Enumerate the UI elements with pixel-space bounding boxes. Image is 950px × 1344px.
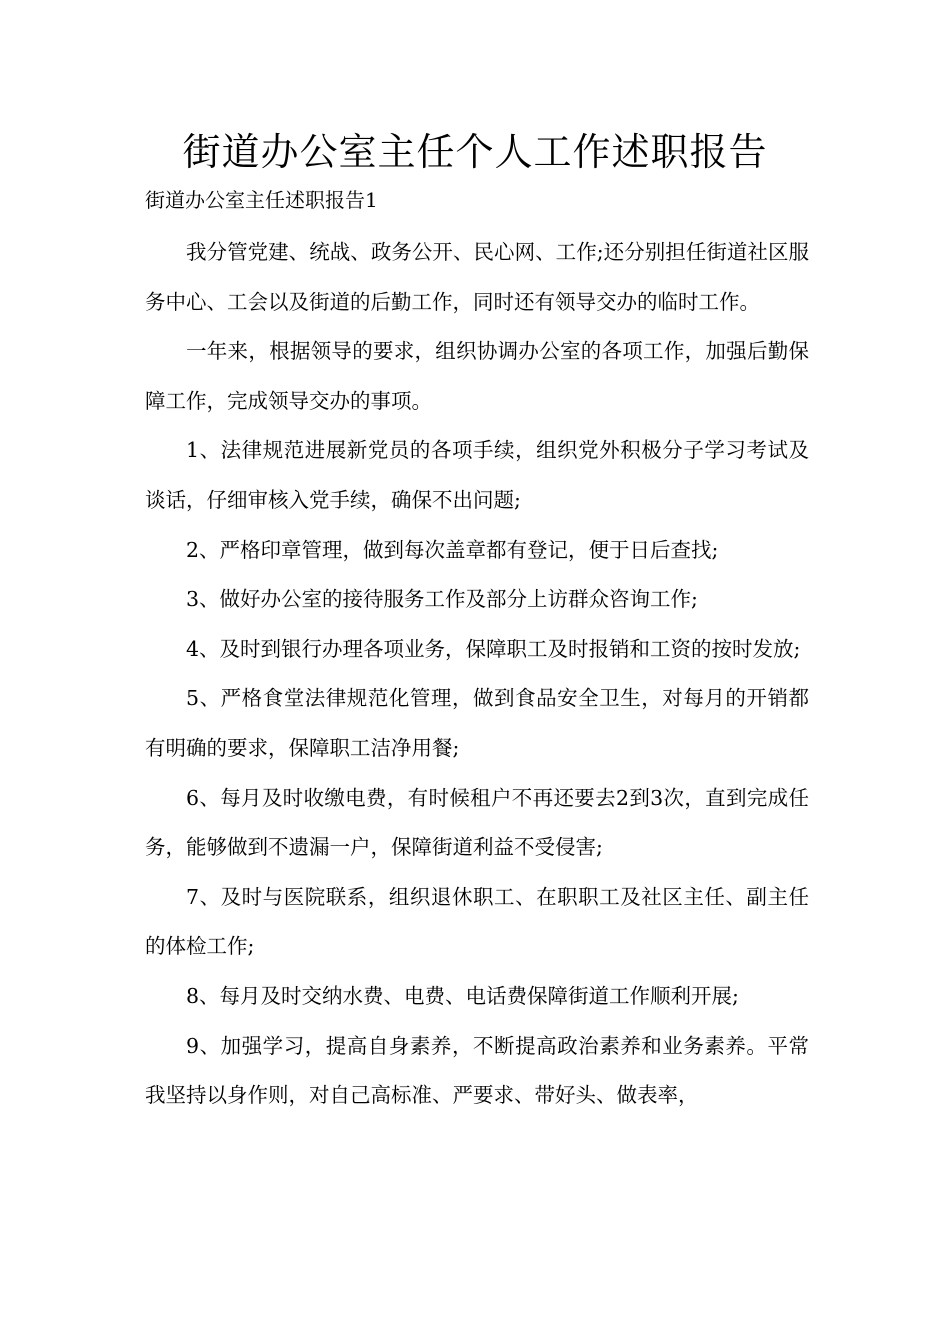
paragraph-item-3: 3、做好办公室的接待服务工作及部分上访群众咨询工作; <box>186 587 698 612</box>
document-subtitle: 街道办公室主任述职报告1 <box>145 188 378 212</box>
paragraph-item-8: 8、每月及时交纳水费、电费、电话费保障街道工作顺利开展; <box>186 983 739 1008</box>
document-body <box>145 228 809 1121</box>
paragraph-item-6: 6、每月及时收缴电费，有时候租户不再还要去2到3次，直到完成任务，能够做到不遗漏一户，保障街道利益不受侵害; <box>145 785 809 860</box>
paragraph-intro: 我分管党建、统战、政务公开、民心网、工作;还分别担任街道社区服务中心、工会以及街道的后勤工作，同时还有领导交办的临时工作。 <box>145 240 809 314</box>
document-title: 街道办公室主任个人工作述职报告 <box>182 130 768 174</box>
paragraph-item-4: 4、及时到银行办理各项业务，保障职工及时报销和工资的按时发放; <box>186 636 801 661</box>
paragraph-item-1: 1、法律规范进展新党员的各项手续，组织党外积极分子学习考试及谈话，仔细审核入党手续，确保不出问题; <box>145 438 809 512</box>
paragraph-item-5: 5、严格食堂法律规范化管理，做到食品安全卫生，对每月的开销都有明确的要求，保障职工洁净用餐; <box>145 686 809 760</box>
paragraph-item-9: 9、加强学习，提高自身素养，不断提高政治素养和业务素养。平常我坚持以身作则，对自己高标准、严要求、带好头、做表率， <box>145 1033 809 1108</box>
paragraph-item-2: 2、严格印章管理，做到每次盖章都有登记，便于日后查找; <box>186 537 719 562</box>
paragraph-summary: 一年来，根据领导的要求，组织协调办公室的各项工作，加强后勤保障工作，完成领导交办的事项。 <box>145 339 809 413</box>
paragraph-item-7: 7、及时与医院联系，组织退休职工、在职职工及社区主任、副主任的体检工作; <box>145 884 809 959</box>
